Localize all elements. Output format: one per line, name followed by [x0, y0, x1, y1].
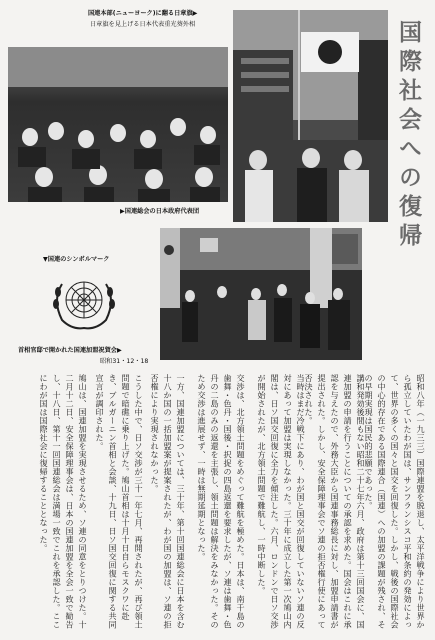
body-text	[10, 374, 427, 632]
body-paragraph: こうした中で、日ソ交渉が三十一年七月、再開されたが、再び領土問題で暗礁に乗り上げた。鳩山首相は十月十日自らモスクワに赴き、ブルガーニン首相と会談、十九日、日ソ国交回復に関する共同宣言が調印された。	[95, 374, 144, 629]
assembly-photo-image	[8, 47, 228, 202]
body-paragraph: 一方、国連加盟については、三十年、第十回国連総会に日本を含む十八か国の一括加盟案が提案されたが、わが国の加盟は、ソ連の拒否権により実現されなかった。	[150, 374, 186, 629]
celebration-photo-image	[160, 228, 362, 360]
body-paragraph: 昭和八年（一九三三）国際連盟を脱退し、太平洋戦争により世界から孤立していたわが国は、サンフランシスコ平和条約の発効によって、世界の多くの国々と国交を回復した。しかし、戦後の国際社会の中心的存在である国際連合（国連）への加盟の課題が残され、その早期実現は国民的悲願であった。	[364, 374, 426, 629]
body-paragraph: 講和発効後間もない昭和二十七年六月、政府は第十三回国会に、国連加盟の申請を行うことについての承認を求めた。国会はこれに承認を与えたので、外務大臣から国連事務総長に対し、加盟申請書が提出された。しかし、安全保障理事会でソ連の拒否権行使にあって否決された。	[304, 374, 366, 629]
un-emblem-icon	[48, 272, 120, 334]
celebration-photo	[160, 228, 362, 360]
flag-raising-caption: 国連本部(ニューヨーク)に翻る日章旗▶	[88, 10, 198, 17]
assembly-caption: ▶国連総会の日本政府代表団	[120, 208, 200, 215]
assembly-photo	[8, 47, 228, 202]
page-title: 国際社会への復帰	[395, 20, 422, 252]
flag-raising-subcaption: 日章旗を見上げる日本代表重光葵外相	[90, 21, 196, 28]
body-paragraph: 当時はまだ冷戦下にあり、わが国と国交が回復していないソ連の反対にあって加盟は実現しなかった。三十年に成立した第一次鳩山内閣は、日ソ国交回復に全力を傾注した。六月、ロンドンで日ソ交渉が開始されたが、北方領土問題で難航し、一時中断した。	[257, 374, 306, 629]
celebration-date: 昭和31・12・18	[100, 358, 149, 365]
flag-raising-photo-image	[233, 10, 388, 222]
flag-raising-photo	[233, 10, 388, 222]
celebration-caption: 首相官邸で開かれた国連加盟祝賀会▶	[18, 347, 122, 354]
body-paragraph: 交渉は、北方領土問題をめぐって難航を極めた。日本は、南千島の歯舞・色丹・国後・択捉の四島返還を要求したが、ソ連は歯舞・色丹の二島のみの返還を主張し、領土問題は解決をみなかった。そのため交渉は進展せず、一時は無期延期となった。	[197, 374, 246, 629]
symbol-caption: ▼国連のシンボルマーク	[43, 256, 110, 263]
body-paragraph: 鳩山は、国連加盟を実現させるため、ソ連の同意をとりつけた。十二月十二日、安全保障理事会は、日本の国連加盟を全会一致で勧告し、十八日、第十一回国連総会は満場一致でこれを承認した。ここにわが国は国際社会に復帰することとなった。	[39, 374, 88, 629]
